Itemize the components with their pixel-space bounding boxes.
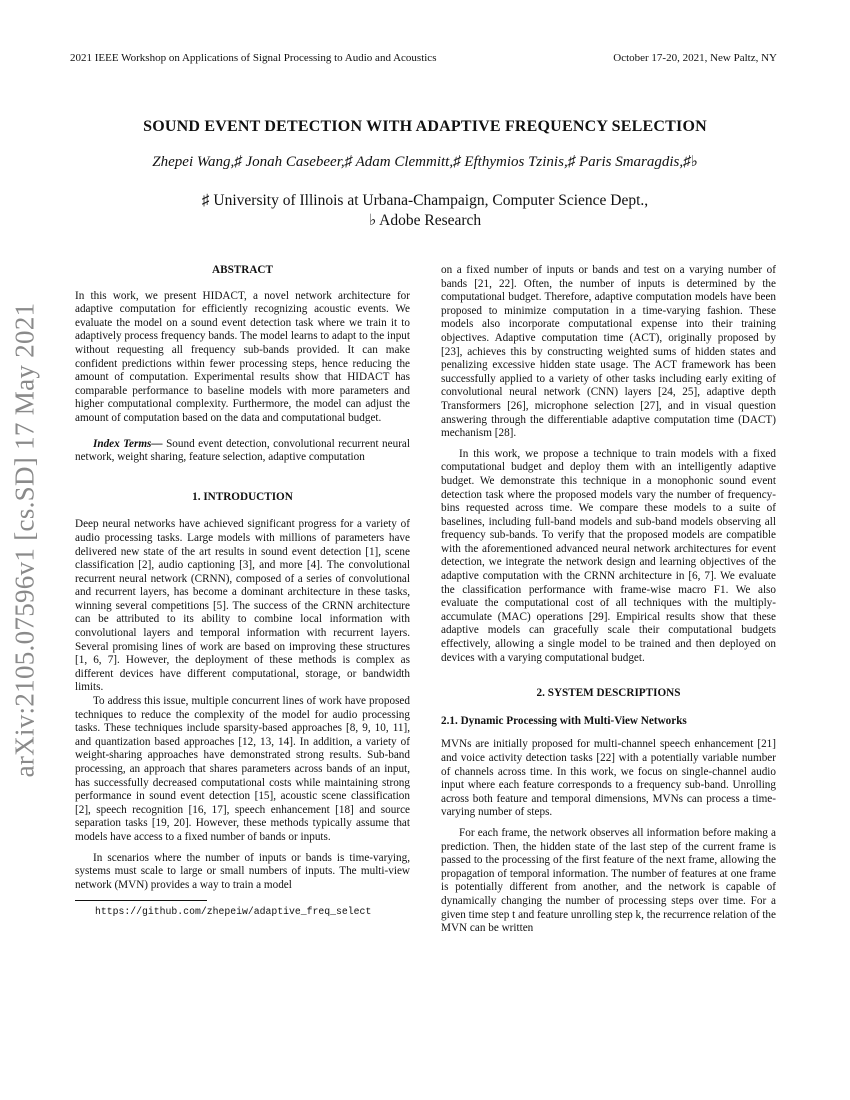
body-paragraph: For each frame, the network observes all information before making a prediction. Then, the hidden state of the last step of the current frame is passed to the processing of the first feature of the next frame, allowing the propagation of temporal information. The number of features at one frame is potentially different from another, and the network is capable of dynamically changing the number of processing steps over time. For a given time step t and feature unrolling step k, the recurrence relation of the MVN can be written [441, 826, 776, 935]
paper-title: SOUND EVENT DETECTION WITH ADAPTIVE FREQUENCY SELECTION [143, 118, 707, 135]
arxiv-stamp-text: arXiv:2105.07596v1 [cs.SD] 17 May 2021 [9, 302, 40, 778]
index-terms-text: Sound event detection, convolutional recurrent neural network, weight sharing, feature selection, adaptive computation [75, 437, 410, 464]
affiliation-adobe: ♭ Adobe Research [368, 212, 482, 229]
running-header-left: 2021 IEEE Workshop on Applications of Signal Processing to Audio and Acoustics [70, 52, 437, 64]
running-header-right: October 17-20, 2021, New Paltz, NY [613, 52, 777, 64]
arxiv-stamp [2, 290, 48, 790]
intro-paragraph: Deep neural networks have achieved significant progress for a variety of audio processing tasks. Large models with millions of parameters have delivered new state of the art results in sound event detection [1], scene classification [2], audio captioning [3], and more [4]. The convolutional recurrent neural network (CRNN), composed of a series of convolutional and recurrent layers, has become a dominant architecture in these tasks, winning several competitions [5]. The success of the CRNN architecture can be attributed to its ability to combine local information with convolutional layers and temporal information with recurrent layers. Several promising lines of work are based on improving these structures [1, 6, 7]. However, the deployment of these methods is complex as different devices have different computational, storage, or bandwidth limits. [75, 518, 410, 694]
abstract-heading: ABSTRACT [212, 264, 273, 276]
author-list: Zhepei Wang,♯ Jonah Casebeer,♯ Adam Clemmitt,♯ Efthymios Tzinis,♯ Paris Smaragdis,♯♭ [152, 154, 698, 170]
body-paragraph: on a fixed number of inputs or bands and test on a varying number of bands [21, 22]. Often, the number of inputs is determined by the computational budget. Therefore, adaptive computation models have been proposed to minimize computation in a time-varying fashion. These models also incorporate computational expense into their training objectives. Adaptive computation time (ACT), originally proposed by [23], achieves this by constructing weighted sums of hidden states and penalizing excessive hidden state usage. The ACT framework has been successfully applied to a variety of other tasks including early exiting of convolutional neural network (CNN) layers [24, 25], adaptive depth Transformers [26], microphone selection [27], and in visual question answering through the differentiable adaptive computation time (DACT) mechanism [28]. [441, 264, 776, 440]
right-column [441, 264, 776, 936]
index-terms-label: Index Terms— [93, 437, 163, 450]
affiliation-uiuc: ♯ University of Illinois at Urbana-Champaign, Computer Science Dept., [201, 192, 649, 209]
intro-heading: 1. INTRODUCTION [192, 490, 293, 503]
footnote-rule [75, 900, 207, 901]
intro-paragraph: To address this issue, multiple concurrent lines of work have proposed techniques to reduce the complexity of the model for audio processing tasks. These techniques include sparsity-based approaches [8, 9, 10, 11], and quantization based approaches [12, 13, 14]. In addition, a variety of weight-sharing approaches have demonstrated strong results. Sub-band processing, an approach that shares parameters across bands of an input, has successfully decreased computational costs while maintaining strong performance in sound event detection [15], acoustic scene classification [2], speech recognition [16, 17], speech enhancement [18] and source separation tasks [19, 20]. However, these methods typically assume that models have access to a fixed number of bands or inputs. [75, 695, 410, 843]
footnote-url[interactable]: https://github.com/zhepeiw/adaptive_freq_select [95, 906, 372, 918]
left-column [75, 264, 410, 919]
index-terms [75, 438, 410, 465]
mvn-subsection-heading: 2.1. Dynamic Processing with Multi-View Networks [441, 714, 687, 727]
system-descriptions-heading: 2. SYSTEM DESCRIPTIONS [536, 687, 681, 700]
body-paragraph: In this work, we propose a technique to train models with a fixed computational budget and deploy them with an intelligently adaptive budget. We demonstrate this technique in a monophonic sound event detection task where the proposed models vary the number of frequency-bins requested across time. We compare these models to a suite of baselines, including full-band models and sub-band models observing all frequency sub-bands. To verify that the proposed models are compatible with the aforementioned advanced neural network architectures for event detection, we integrate the network design and learning objectives of the adaptive computation with the CRNN architecture in [6, 7]. We evaluate the classification performance with frame-wise macro F1. We also evaluate the computational cost of all techniques with the multiply-accumulate (MAC) operations [29]. Empirical results show that these adaptive models can gracefully scale their computational budgets effectively, allowing a single model to be trained and then deployed on devices with a varying computational budget. [441, 447, 776, 664]
intro-paragraph: In scenarios where the number of inputs or bands is time-varying, systems must scale to large or small numbers of inputs. The multi-view network (MVN) provides a way to train a model [75, 851, 410, 891]
body-paragraph: MVNs are initially proposed for multi-channel speech enhancement [21] and voice activity detection tasks [22] with a potentially variable number of channels across time. In this work, we focus on single-channel audio input where each feature corresponds to a frequency sub-band. Unrolling across both feature and temporal dimensions, MVNs can process a time-varying number of steps. [441, 738, 776, 819]
abstract-text: In this work, we present HIDACT, a novel network architecture for adaptive computation for efficiently recognizing acoustic events. We evaluate the model on a sound event detection task where we train it to adaptively process frequency bands. The model learns to adapt to the input without requesting all frequency sub-bands provided. It can make confident predictions within fewer processing steps, hence reducing the amount of computation. Experimental results show that HIDACT has comparable performance to baseline models with more parameters and higher computational complexity. Furthermore, the model can adjust the amount of computation based on the data and computational budget. [75, 289, 410, 424]
